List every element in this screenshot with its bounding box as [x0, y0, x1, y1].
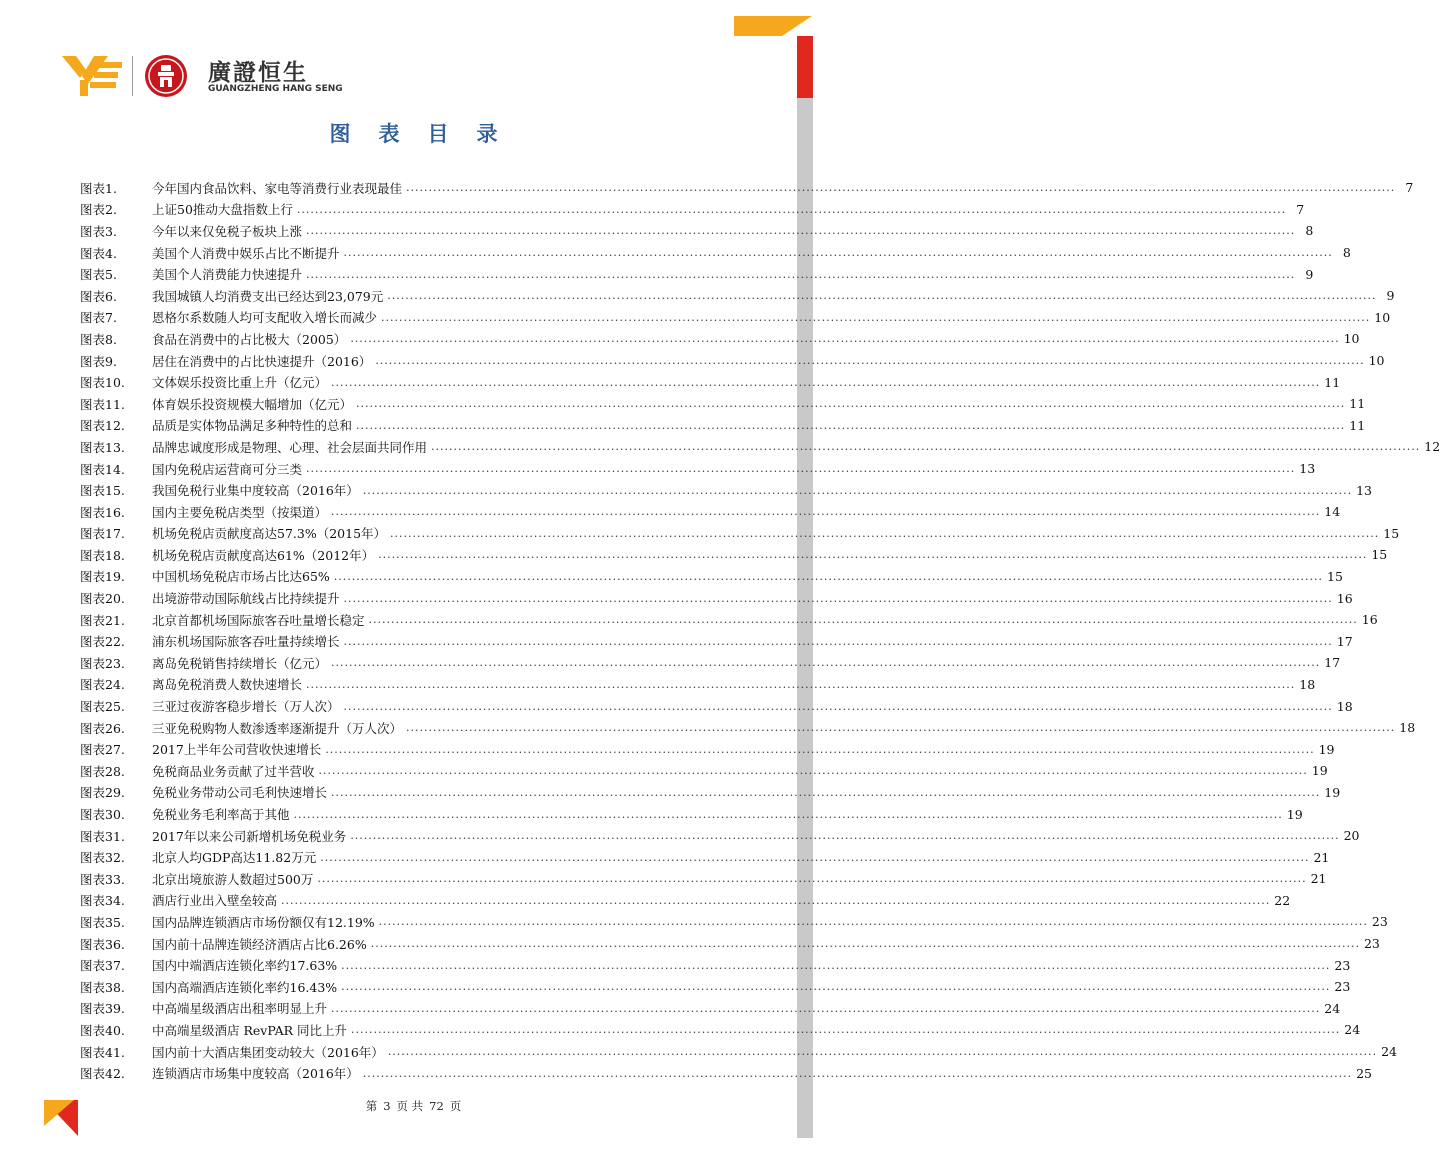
- toc-page-number: 18: [1399, 720, 1416, 736]
- toc-figure-title: 免税商品业务贡献了过半营收: [152, 763, 315, 779]
- toc-row[interactable]: [80, 976, 1351, 998]
- toc-figure-label: 图表4.: [80, 245, 117, 261]
- toc-figure-title: 品牌忠诚度形成是物理、心理、社会层面共同作用: [152, 439, 428, 455]
- toc-figure-title: 酒店行业出入壁垒较高: [152, 893, 278, 909]
- toc-row[interactable]: [80, 782, 1341, 804]
- toc-figure-label: 图表40.: [80, 1022, 125, 1038]
- toc-figure-title: 免税业务毛利率高于其他: [152, 807, 290, 823]
- toc-figure-label: 图表26.: [80, 720, 125, 736]
- toc-figure-title: 我国城镇人均消费支出已经达到23,079元: [152, 288, 384, 304]
- toc-dot-leader: ............................................................................................................................................................................................................................: [431, 440, 1421, 454]
- toc-dot-leader: ............................................................................................................................................................................................................................: [341, 980, 1331, 994]
- toc-figure-label: 图表38.: [80, 979, 125, 995]
- toc-figure-label: 图表2.: [80, 202, 117, 218]
- toc-row[interactable]: [80, 479, 1372, 501]
- toc-figure-title: 出境游带动国际航线占比持续提升: [152, 591, 340, 607]
- footer-mid: 页 共: [396, 1099, 424, 1113]
- toc-figure-title: 美国个人消费中娱乐占比不断提升: [152, 245, 340, 261]
- toc-dot-leader: ............................................................................................................................................................................................................................: [356, 418, 1346, 432]
- logo-name-en: GUANGZHENG HANG SENG: [208, 84, 343, 94]
- toc-figure-title: 国内前十品牌连锁经济酒店占比6.26%: [152, 936, 367, 952]
- toc-dot-leader: ............................................................................................................................................................................................................................: [320, 850, 1310, 864]
- toc-row[interactable]: [80, 220, 1314, 242]
- toc-figure-title: 国内品牌连锁酒店市场份额仅有12.19%: [152, 914, 375, 930]
- toc-page-number: 19: [1311, 763, 1328, 779]
- toc-dot-leader: ............................................................................................................................................................................................................................: [406, 721, 1396, 735]
- toc-dot-leader: ............................................................................................................................................................................................................................: [375, 354, 1365, 368]
- toc-dot-leader: ............................................................................................................................................................................................................................: [370, 937, 1360, 951]
- toc-row[interactable]: [80, 523, 1400, 545]
- page-footer: [0, 1098, 827, 1114]
- toc-figure-title: 居住在消费中的占比快速提升（2016）: [152, 353, 372, 369]
- toc-page-number: 10: [1374, 309, 1391, 325]
- toc-row[interactable]: [80, 263, 1314, 285]
- toc-row[interactable]: [80, 609, 1378, 631]
- toc-row[interactable]: [80, 630, 1353, 652]
- toc-page-number: 24: [1381, 1044, 1397, 1060]
- toc-row[interactable]: [80, 350, 1385, 372]
- toc-dot-leader: ............................................................................................................................................................................................................................: [378, 548, 1368, 562]
- toc-row[interactable]: [80, 242, 1351, 264]
- toc-figure-title: 上证50推动大盘指数上行: [152, 202, 293, 218]
- toc-page-number: 10: [1368, 353, 1385, 369]
- toc-figure-label: 图表11.: [80, 396, 125, 412]
- toc-dot-leader: ............................................................................................................................................................................................................................: [343, 591, 1333, 605]
- toc-figure-title: 国内免税店运营商可分三类: [152, 461, 303, 477]
- toc-figure-label: 图表13.: [80, 439, 125, 455]
- toc-figure-title: 国内主要免税店类型（按渠道）: [152, 504, 328, 520]
- toc-page-number: 17: [1324, 655, 1341, 671]
- toc-figure-title: 文体娱乐投资比重上升（亿元）: [152, 375, 328, 391]
- toc-figure-title: 国内前十大酒店集团变动较大（2016年）: [152, 1044, 384, 1060]
- toc-row[interactable]: [80, 458, 1316, 480]
- footer-corner-icon: [44, 1100, 78, 1136]
- toc-figure-title: 国内中端酒店连锁化率约17.63%: [152, 958, 338, 974]
- toc-figure-title: 食品在消费中的占比极大（2005）: [152, 331, 347, 347]
- toc-row[interactable]: [80, 307, 1391, 329]
- toc-figure-label: 图表21.: [80, 612, 125, 628]
- toc-figure-label: 图表25.: [80, 699, 125, 715]
- toc-figure-title: 品质是实体物品满足多种特性的总和: [152, 418, 353, 434]
- toc-row[interactable]: [80, 738, 1335, 760]
- toc-dot-leader: ............................................................................................................................................................................................................................: [325, 742, 1315, 756]
- toc-row[interactable]: [80, 436, 1440, 458]
- toc-figure-label: 图表27.: [80, 742, 125, 758]
- toc-page-number: 23: [1363, 936, 1380, 952]
- footer-page-number: 3: [383, 1099, 391, 1113]
- toc-figure-title: 中国机场免税店市场占比达65%: [152, 569, 330, 585]
- toc-row[interactable]: [80, 803, 1303, 825]
- toc-dot-leader: ............................................................................................................................................................................................................................: [390, 526, 1380, 540]
- toc-row[interactable]: [80, 717, 1416, 739]
- toc-figure-title: 离岛免税销售持续增长（亿元）: [152, 655, 328, 671]
- toc-dot-leader: ............................................................................................................................................................................................................................: [343, 246, 1333, 260]
- toc-figure-label: 图表7.: [80, 310, 117, 326]
- toc-dot-leader: ............................................................................................................................................................................................................................: [331, 785, 1321, 799]
- toc-dot-leader: ............................................................................................................................................................................................................................: [362, 483, 1353, 497]
- toc-page-number: 11: [1349, 396, 1366, 412]
- toc-row[interactable]: [80, 760, 1328, 782]
- header-corner-tab: [734, 16, 782, 36]
- toc-page-number: 9: [1305, 266, 1314, 282]
- toc-dot-leader: ............................................................................................................................................................................................................................: [296, 202, 1287, 216]
- page-title: 图表目录: [329, 121, 526, 146]
- toc-figure-title: 2017上半年公司营收快速增长: [152, 742, 322, 758]
- toc-row[interactable]: [80, 328, 1360, 350]
- toc-page-number: 10: [1343, 331, 1360, 347]
- toc-page-number: 24: [1344, 1022, 1361, 1038]
- toc-figure-title: 中高端星级酒店 RevPAR 同比上升: [152, 1022, 348, 1038]
- toc-figure-label: 图表15.: [80, 483, 125, 499]
- toc-row[interactable]: [80, 501, 1341, 523]
- table-of-figures: [80, 177, 1440, 1084]
- logo-divider: [132, 56, 133, 96]
- toc-figure-label: 图表29.: [80, 785, 125, 801]
- toc-figure-label: 图表3.: [80, 223, 117, 239]
- toc-figure-title: 机场免税店贡献度高达57.3%（2015年）: [152, 526, 387, 542]
- toc-dot-leader: ............................................................................................................................................................................................................................: [333, 569, 1324, 583]
- toc-page-number: 14: [1324, 504, 1341, 520]
- toc-page-number: 16: [1336, 590, 1353, 606]
- toc-dot-leader: ............................................................................................................................................................................................................................: [317, 872, 1307, 886]
- company-logo: [60, 50, 343, 102]
- toc-dot-leader: ............................................................................................................................................................................................................................: [306, 677, 1296, 691]
- toc-figure-label: 图表6.: [80, 288, 117, 304]
- logo-name-cn: 廣證恒生: [208, 60, 308, 86]
- toc-figure-title: 2017年以来公司新增机场免税业务: [152, 828, 347, 844]
- toc-figure-label: 图表23.: [80, 655, 125, 671]
- toc-figure-title: 三亚过夜游客稳步增长（万人次）: [152, 699, 340, 715]
- toc-row[interactable]: [80, 393, 1366, 415]
- toc-figure-label: 图表37.: [80, 958, 125, 974]
- toc-dot-leader: ............................................................................................................................................................................................................................: [381, 310, 1371, 324]
- toc-figure-label: 图表12.: [80, 418, 125, 434]
- footer-suffix: 页: [449, 1099, 462, 1113]
- toc-figure-title: 今年以来仅免税子板块上涨: [152, 223, 303, 239]
- toc-dot-leader: ............................................................................................................................................................................................................................: [350, 332, 1340, 346]
- toc-dot-leader: ............................................................................................................................................................................................................................: [293, 807, 1283, 821]
- toc-row[interactable]: [80, 674, 1316, 696]
- toc-page-number: 25: [1356, 1065, 1372, 1081]
- toc-figure-label: 图表34.: [80, 893, 125, 909]
- toc-dot-leader: ............................................................................................................................................................................................................................: [356, 397, 1346, 411]
- toc-dot-leader: ............................................................................................................................................................................................................................: [350, 829, 1340, 843]
- toc-page-number: 11: [1324, 374, 1341, 390]
- toc-row[interactable]: [80, 566, 1343, 588]
- toc-figure-title: 离岛免税消费人数快速增长: [152, 677, 303, 693]
- toc-row[interactable]: [80, 544, 1388, 566]
- toc-figure-label: 图表18.: [80, 547, 125, 563]
- toc-figure-title: 国内高端酒店连锁化率约16.43%: [152, 979, 338, 995]
- toc-figure-label: 图表16.: [80, 504, 125, 520]
- toc-figure-title: 北京出境旅游人数超过500万: [152, 871, 314, 887]
- toc-page-number: 20: [1343, 828, 1360, 844]
- toc-figure-label: 图表20.: [80, 591, 125, 607]
- toc-page-number: 17: [1336, 633, 1353, 649]
- toc-page-number: 19: [1318, 741, 1335, 757]
- toc-figure-title: 北京人均GDP高达11.82万元: [152, 850, 317, 866]
- toc-dot-leader: ............................................................................................................................................................................................................................: [343, 634, 1333, 648]
- toc-row[interactable]: [80, 954, 1351, 976]
- toc-dot-leader: ............................................................................................................................................................................................................................: [306, 224, 1296, 238]
- footer-prefix: 第: [365, 1099, 378, 1113]
- toc-figure-title: 体育娱乐投资规模大幅增加（亿元）: [152, 396, 353, 412]
- toc-figure-label: 图表42.: [80, 1066, 125, 1082]
- toc-page-number: 21: [1313, 849, 1330, 865]
- toc-dot-leader: ............................................................................................................................................................................................................................: [281, 893, 1271, 907]
- toc-row[interactable]: [80, 911, 1388, 933]
- toc-dot-leader: ............................................................................................................................................................................................................................: [343, 699, 1333, 713]
- toc-row[interactable]: [80, 695, 1353, 717]
- toc-page-number: 11: [1349, 417, 1366, 433]
- toc-row[interactable]: [80, 1062, 1372, 1084]
- toc-figure-label: 图表24.: [80, 677, 125, 693]
- toc-row[interactable]: [80, 652, 1341, 674]
- toc-page-number: 23: [1334, 979, 1351, 995]
- toc-page-number: 18: [1336, 698, 1353, 714]
- toc-figure-title: 我国免税行业集中度较高（2016年）: [152, 483, 359, 499]
- toc-dot-leader: ............................................................................................................................................................................................................................: [362, 1066, 1353, 1080]
- toc-dot-leader: ............................................................................................................................................................................................................................: [306, 267, 1296, 281]
- toc-dot-leader: ............................................................................................................................................................................................................................: [351, 1023, 1341, 1037]
- toc-row[interactable]: [80, 933, 1380, 955]
- toc-figure-label: 图表33.: [80, 871, 125, 887]
- toc-figure-title: 美国个人消费能力快速提升: [152, 267, 303, 283]
- toc-dot-leader: ............................................................................................................................................................................................................................: [331, 505, 1321, 519]
- toc-row[interactable]: [80, 285, 1395, 307]
- toc-figure-label: 图表41.: [80, 1044, 125, 1060]
- toc-figure-title: 今年国内食品饮料、家电等消费行业表现最佳: [152, 180, 403, 196]
- side-bar-red: [797, 36, 813, 98]
- footer-total-pages: 72: [429, 1099, 444, 1113]
- toc-page-number: 13: [1356, 482, 1372, 498]
- toc-figure-label: 图表39.: [80, 1001, 125, 1017]
- toc-figure-label: 图表35.: [80, 914, 125, 930]
- toc-row[interactable]: [80, 1041, 1397, 1063]
- toc-dot-leader: ............................................................................................................................................................................................................................: [368, 613, 1358, 627]
- toc-page-number: 16: [1361, 612, 1378, 628]
- toc-dot-leader: ............................................................................................................................................................................................................................: [387, 1045, 1378, 1059]
- toc-page-number: 9: [1386, 288, 1395, 304]
- toc-row[interactable]: [80, 890, 1291, 912]
- toc-dot-leader: ............................................................................................................................................................................................................................: [331, 375, 1321, 389]
- toc-dot-leader: ............................................................................................................................................................................................................................: [318, 764, 1308, 778]
- toc-figure-label: 图表36.: [80, 936, 125, 952]
- ye-logo-icon: [60, 50, 124, 102]
- toc-row[interactable]: [80, 371, 1341, 393]
- toc-figure-label: 图表14.: [80, 461, 125, 477]
- toc-row[interactable]: [80, 1019, 1361, 1041]
- toc-page-number: 19: [1324, 784, 1341, 800]
- toc-page-number: 13: [1299, 461, 1316, 477]
- toc-row[interactable]: [80, 587, 1353, 609]
- toc-figure-title: 三亚免税购物人数渗透率逐渐提升（万人次）: [152, 720, 403, 736]
- toc-page-number: 8: [1342, 245, 1351, 261]
- toc-row[interactable]: [80, 415, 1366, 437]
- toc-page-number: 19: [1286, 806, 1303, 822]
- toc-figure-title: 北京首都机场国际旅客吞吐量增长稳定: [152, 612, 365, 628]
- toc-figure-label: 图表19.: [80, 569, 125, 585]
- toc-row[interactable]: [80, 868, 1327, 890]
- toc-page-number: 22: [1274, 892, 1291, 908]
- toc-figure-title: 免税业务带动公司毛利快速增长: [152, 785, 328, 801]
- toc-dot-leader: ............................................................................................................................................................................................................................: [406, 181, 1396, 195]
- toc-page-number: 7: [1296, 201, 1305, 217]
- toc-figure-label: 图表9.: [80, 353, 117, 369]
- toc-page-number: 21: [1310, 871, 1327, 887]
- toc-row[interactable]: [80, 177, 1414, 199]
- toc-figure-label: 图表30.: [80, 807, 125, 823]
- toc-page-number: 15: [1327, 568, 1343, 584]
- toc-figure-label: 图表5.: [80, 267, 117, 283]
- toc-page-number: 8: [1305, 223, 1314, 239]
- toc-page-number: 18: [1299, 676, 1316, 692]
- toc-dot-leader: ............................................................................................................................................................................................................................: [341, 958, 1331, 972]
- toc-row[interactable]: [80, 825, 1360, 847]
- toc-figure-title: 浦东机场国际旅客吞吐量持续增长: [152, 634, 340, 650]
- toc-figure-label: 图表17.: [80, 526, 125, 542]
- toc-page-number: 12: [1424, 439, 1440, 455]
- toc-figure-title: 中高端星级酒店出租率明显上升: [152, 1001, 328, 1017]
- toc-dot-leader: ............................................................................................................................................................................................................................: [331, 1001, 1321, 1015]
- toc-page-number: 7: [1405, 180, 1414, 196]
- toc-figure-title: 恩格尔系数随人均可支配收入增长而减少: [152, 310, 378, 326]
- toc-figure-label: 图表28.: [80, 763, 125, 779]
- toc-page-number: 23: [1371, 914, 1388, 930]
- toc-dot-leader: ............................................................................................................................................................................................................................: [331, 656, 1321, 670]
- toc-page-number: 15: [1371, 547, 1388, 563]
- toc-figure-label: 图表31.: [80, 828, 125, 844]
- toc-page-number: 24: [1324, 1000, 1341, 1016]
- toc-figure-label: 图表1.: [80, 180, 117, 196]
- toc-figure-label: 图表22.: [80, 634, 125, 650]
- toc-figure-title: 连锁酒店市场集中度较高（2016年）: [152, 1066, 359, 1082]
- toc-figure-label: 图表8.: [80, 331, 117, 347]
- toc-dot-leader: ............................................................................................................................................................................................................................: [387, 289, 1377, 303]
- toc-dot-leader: ............................................................................................................................................................................................................................: [378, 915, 1368, 929]
- toc-page-number: 23: [1334, 957, 1351, 973]
- toc-page-number: 15: [1383, 525, 1400, 541]
- toc-row[interactable]: [80, 199, 1305, 221]
- header-corner-triangle: [782, 16, 812, 36]
- seal-logo-icon: [144, 54, 188, 98]
- toc-dot-leader: ............................................................................................................................................................................................................................: [306, 462, 1296, 476]
- toc-row[interactable]: [80, 846, 1330, 868]
- toc-row[interactable]: [80, 998, 1341, 1020]
- toc-figure-label: 图表32.: [80, 850, 125, 866]
- toc-figure-title: 机场免税店贡献度高达61%（2012年）: [152, 547, 375, 563]
- toc-figure-label: 图表10.: [80, 375, 125, 391]
